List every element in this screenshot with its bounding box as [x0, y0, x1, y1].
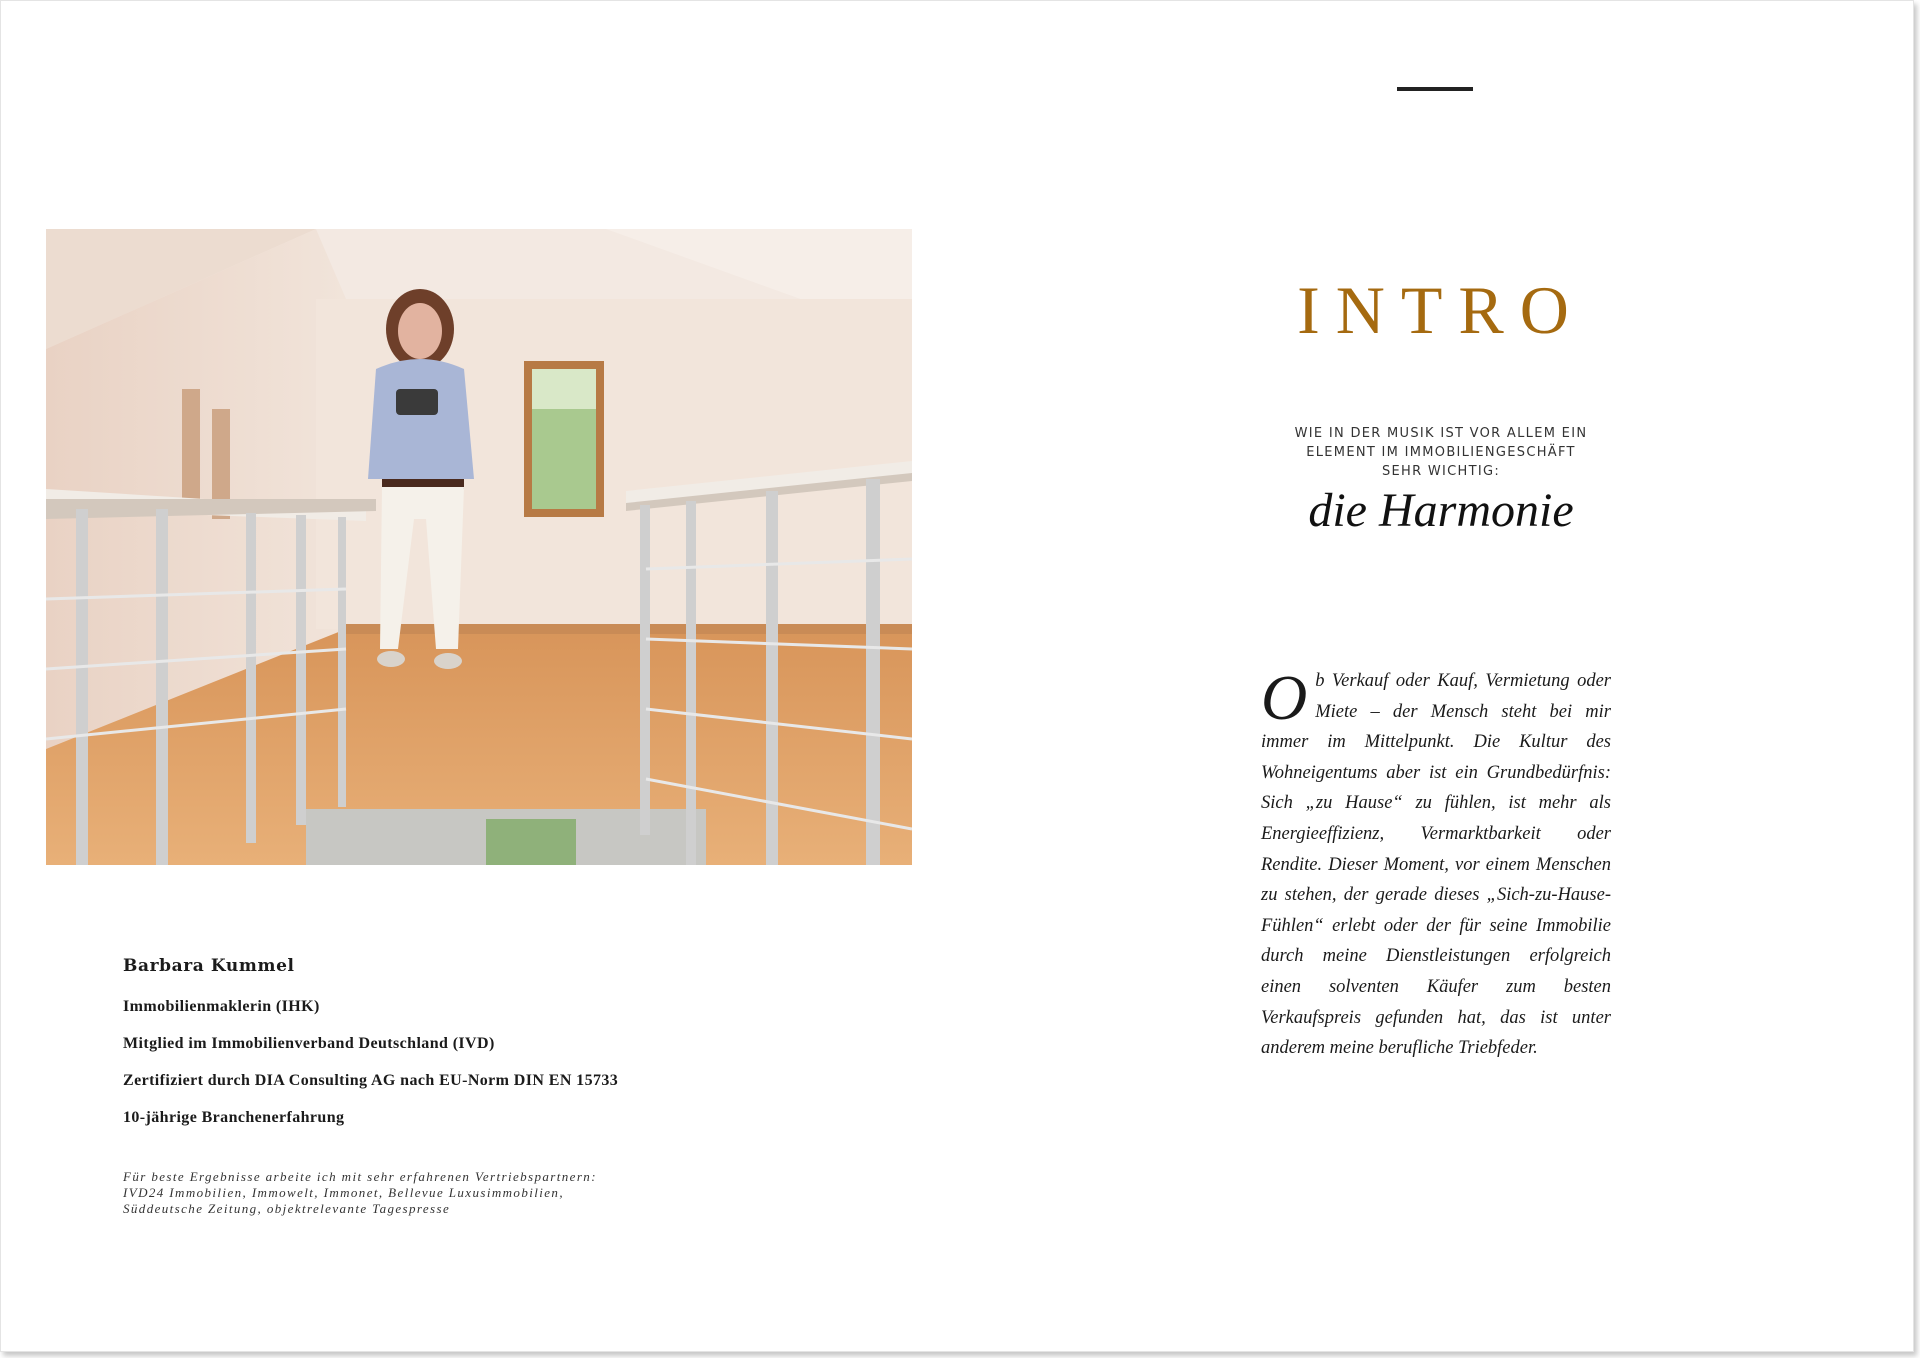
intro-kicker [1271, 424, 1611, 481]
person-name: Barbara Kummel [123, 956, 295, 976]
credential-item: Zertifiziert durch DIA Consulting AG nach EU-Norm DIN EN 15733 [123, 1072, 619, 1089]
partners-note [123, 1169, 683, 1217]
credential-item: Immobilienmaklerin (IHK) [123, 998, 320, 1015]
kicker-line: WIE IN DER MUSIK IST VOR ALLEM EIN [1294, 426, 1588, 441]
intro-title: INTRO [1297, 272, 1585, 348]
portrait-photo [46, 229, 912, 865]
intro-body [1261, 662, 1611, 1064]
credential-item: Mitglied im Immobilienverband Deutschland (IVD) [123, 1035, 495, 1052]
person-info [123, 956, 823, 1146]
body-paragraph: b Verkauf oder Kauf, Vermietung oder Miete – der Mensch steht bei mir immer im Mittelpunkt. Die Kultur des Wohneigentums aber ist ein Grundbedürfnis: Sich „zu Hause“ zu fühlen, ist mehr als Energieeffizienz, Vermarktbarkeit oder Rendite. Dieser Moment, vor einem Menschen zu stehen, der gerade dieses „Sich-zu-Hause-Fühlen“ erlebt oder der für seine Immobilie durch meine Dienstleistungen erfolgreich einen solventen Käufer zum besten Verkaufspreis gefunden hat, das ist unter anderem meine berufliche Triebfeder. [1261, 671, 1611, 1059]
partners-line: IVD24 Immobilien, Immowelt, Immonet, Bellevue Luxusimmobilien, [123, 1185, 564, 1200]
kicker-line: SEHR WICHTIG: [1381, 464, 1501, 479]
photo-illustration [46, 229, 912, 865]
partners-line: Für beste Ergebnisse arbeite ich mit sehr erfahrenen Vertriebspartnern: [123, 1169, 597, 1184]
top-rule [1397, 87, 1473, 91]
partners-line: Süddeutsche Zeitung, objektrelevante Tagespresse [123, 1201, 451, 1216]
credential-item: 10-jährige Branchenerfahrung [123, 1109, 345, 1126]
drop-cap: O [1261, 662, 1308, 733]
intro-heading: die Harmonie [1308, 484, 1574, 537]
kicker-line: ELEMENT IM IMMOBILIENGESCHÄFT [1306, 445, 1576, 460]
